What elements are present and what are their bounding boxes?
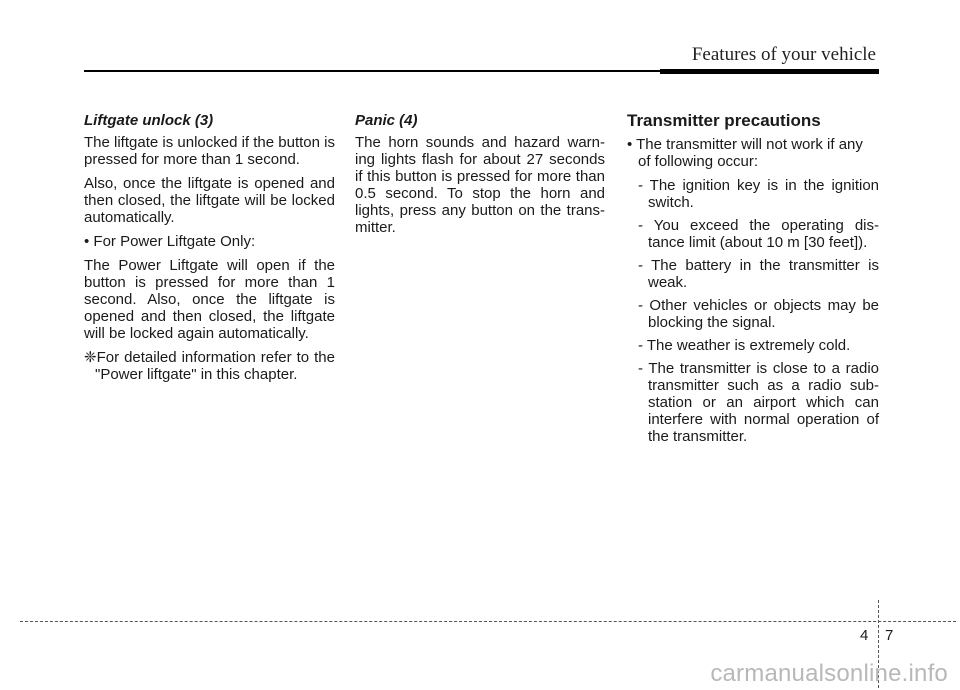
precaution-item: - The transmitter is close to a radio transmitter such as a radio sub-station or an airport which can interfere with normal operation of the transmitter. [638,360,879,445]
transmitter-bullet: • The transmitter will not work if any of following occur: [627,136,863,170]
precaution-item: - The battery in the transmitter is weak. [638,257,879,291]
footer-dashed-rule [20,621,956,622]
column-left [84,112,335,390]
precaution-item: - You exceed the operating dis-tance limit (about 10 m [30 feet]). [638,217,879,251]
liftgate-unlock-paragraph-2: Also, once the liftgate is opened and then closed, the liftgate will be locked automatically. [84,175,335,226]
precaution-item: - The ignition key is in the ignition switch. [638,177,879,211]
column-middle [355,112,605,243]
page-number: 7 [885,627,894,644]
column-right [627,112,879,451]
watermark-text: carmanualsonline.info [710,660,948,687]
power-liftgate-note: ❈For detailed information refer to the "Power liftgate" in this chapter. [84,349,335,383]
power-liftgate-bullet: • For Power Liftgate Only: [84,233,256,250]
power-liftgate-paragraph: The Power Liftgate will open if the button is pressed for more than 1 second. Also, once the liftgate is opened and then closed, the liftgate will be locked again automatically. [84,257,335,342]
precaution-item: - The weather is extremely cold. [638,337,851,354]
precaution-item: - Other vehicles or objects may be blocking the signal. [638,297,879,331]
transmitter-precautions-heading: Transmitter precautions [627,111,821,130]
panic-heading: Panic (4) [355,112,418,129]
header-rule-accent [660,69,879,74]
page-header-title: Features of your vehicle [691,44,876,65]
panic-paragraph: The horn sounds and hazard warn-ing lights flash for about 27 seconds if this button is pressed for more than 0.5 second. To stop the horn and lights, press any button on the trans-mitter. [355,134,605,236]
chapter-number: 4 [860,627,869,644]
liftgate-unlock-heading: Liftgate unlock (3) [84,112,214,129]
liftgate-unlock-paragraph-1: The liftgate is unlocked if the button is pressed for more than 1 second. [84,134,335,168]
